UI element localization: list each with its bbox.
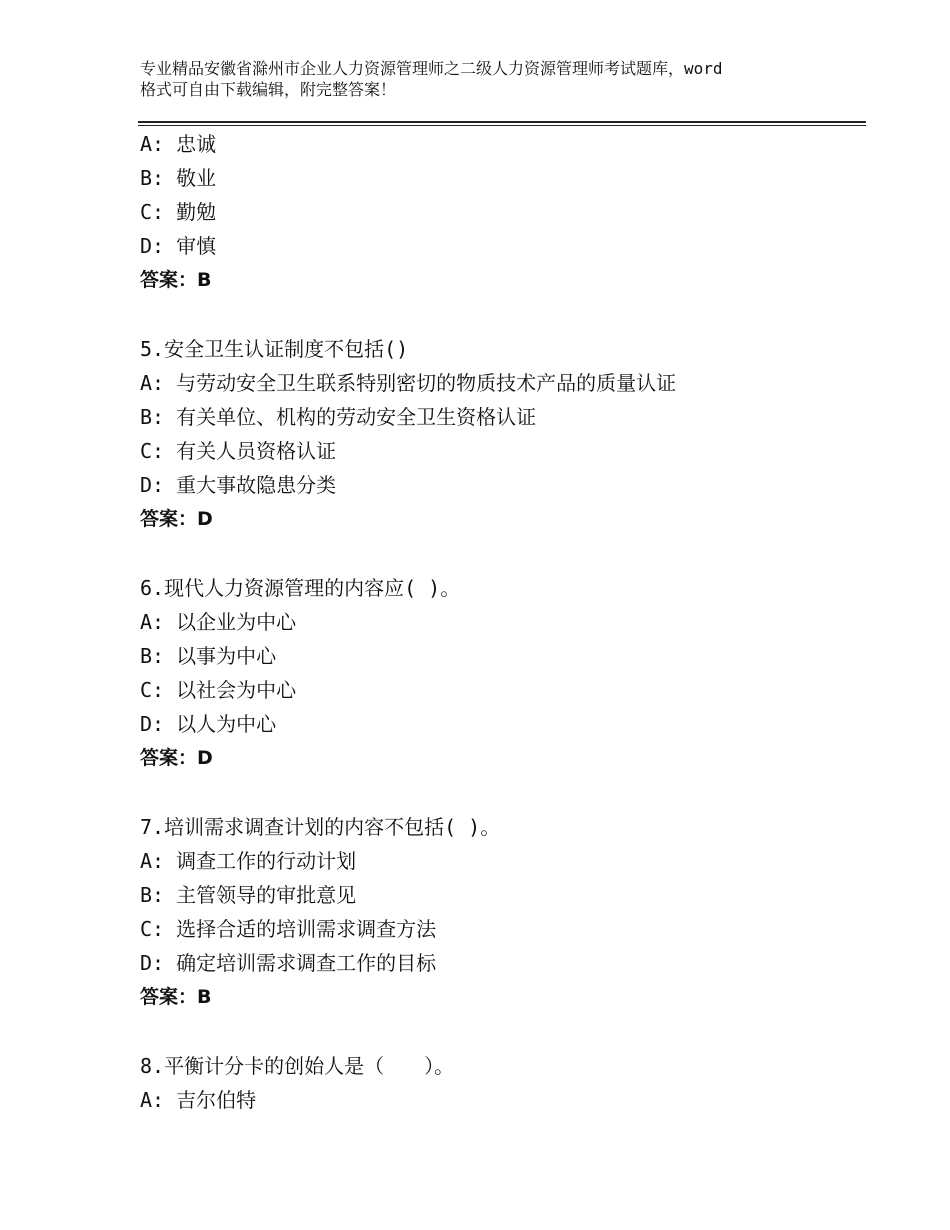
q6-option-b: B: 以事为中心: [140, 644, 277, 668]
q4-option-b: B: 敬业: [140, 166, 217, 190]
q5-option-c: C: 有关人员资格认证: [140, 439, 337, 463]
q8-option-a: A: 吉尔伯特: [140, 1088, 257, 1112]
q4-option-c: C: 勤勉: [140, 200, 217, 224]
q6-option-a: A: 以企业为中心: [140, 610, 297, 634]
header-line-2: 格式可自由下载编辑，附完整答案！: [140, 80, 397, 99]
q5-answer: 答案：D: [140, 508, 213, 530]
q4-answer: 答案：B: [140, 269, 212, 291]
q7-question: 7.培训需求调查计划的内容不包括( )。: [140, 815, 501, 839]
header-divider: [138, 121, 866, 123]
q6-option-d: D: 以人为中心: [140, 712, 277, 736]
q4-option-d: D: 审慎: [140, 234, 217, 258]
q5-option-b: B: 有关单位、机构的劳动安全卫生资格认证: [140, 405, 537, 429]
q7-option-c: C: 选择合适的培训需求调查方法: [140, 917, 437, 941]
document-header: [140, 58, 840, 100]
q4-option-a: A: 忠诚: [140, 132, 217, 156]
q5-option-a: A: 与劳动安全卫生联系特别密切的物质技术产品的质量认证: [140, 371, 677, 395]
q6-option-c: C: 以社会为中心: [140, 678, 297, 702]
header-line-1: 专业精品安徽省滁州市企业人力资源管理师之二级人力资源管理师考试题库，word: [140, 59, 723, 78]
q6-answer: 答案：D: [140, 747, 213, 769]
q7-option-b: B: 主管领导的审批意见: [140, 883, 357, 907]
q5-option-d: D: 重大事故隐患分类: [140, 473, 337, 497]
q7-option-d: D: 确定培训需求调查工作的目标: [140, 951, 437, 975]
q7-option-a: A: 调查工作的行动计划: [140, 849, 357, 873]
header-divider-thin: [138, 125, 866, 126]
q8-question: 8.平衡计分卡的创始人是（ ）。: [140, 1054, 455, 1078]
q5-question: 5.安全卫生认证制度不包括(): [140, 337, 409, 361]
q7-answer: 答案：B: [140, 986, 212, 1008]
q6-question: 6.现代人力资源管理的内容应( )。: [140, 576, 461, 600]
